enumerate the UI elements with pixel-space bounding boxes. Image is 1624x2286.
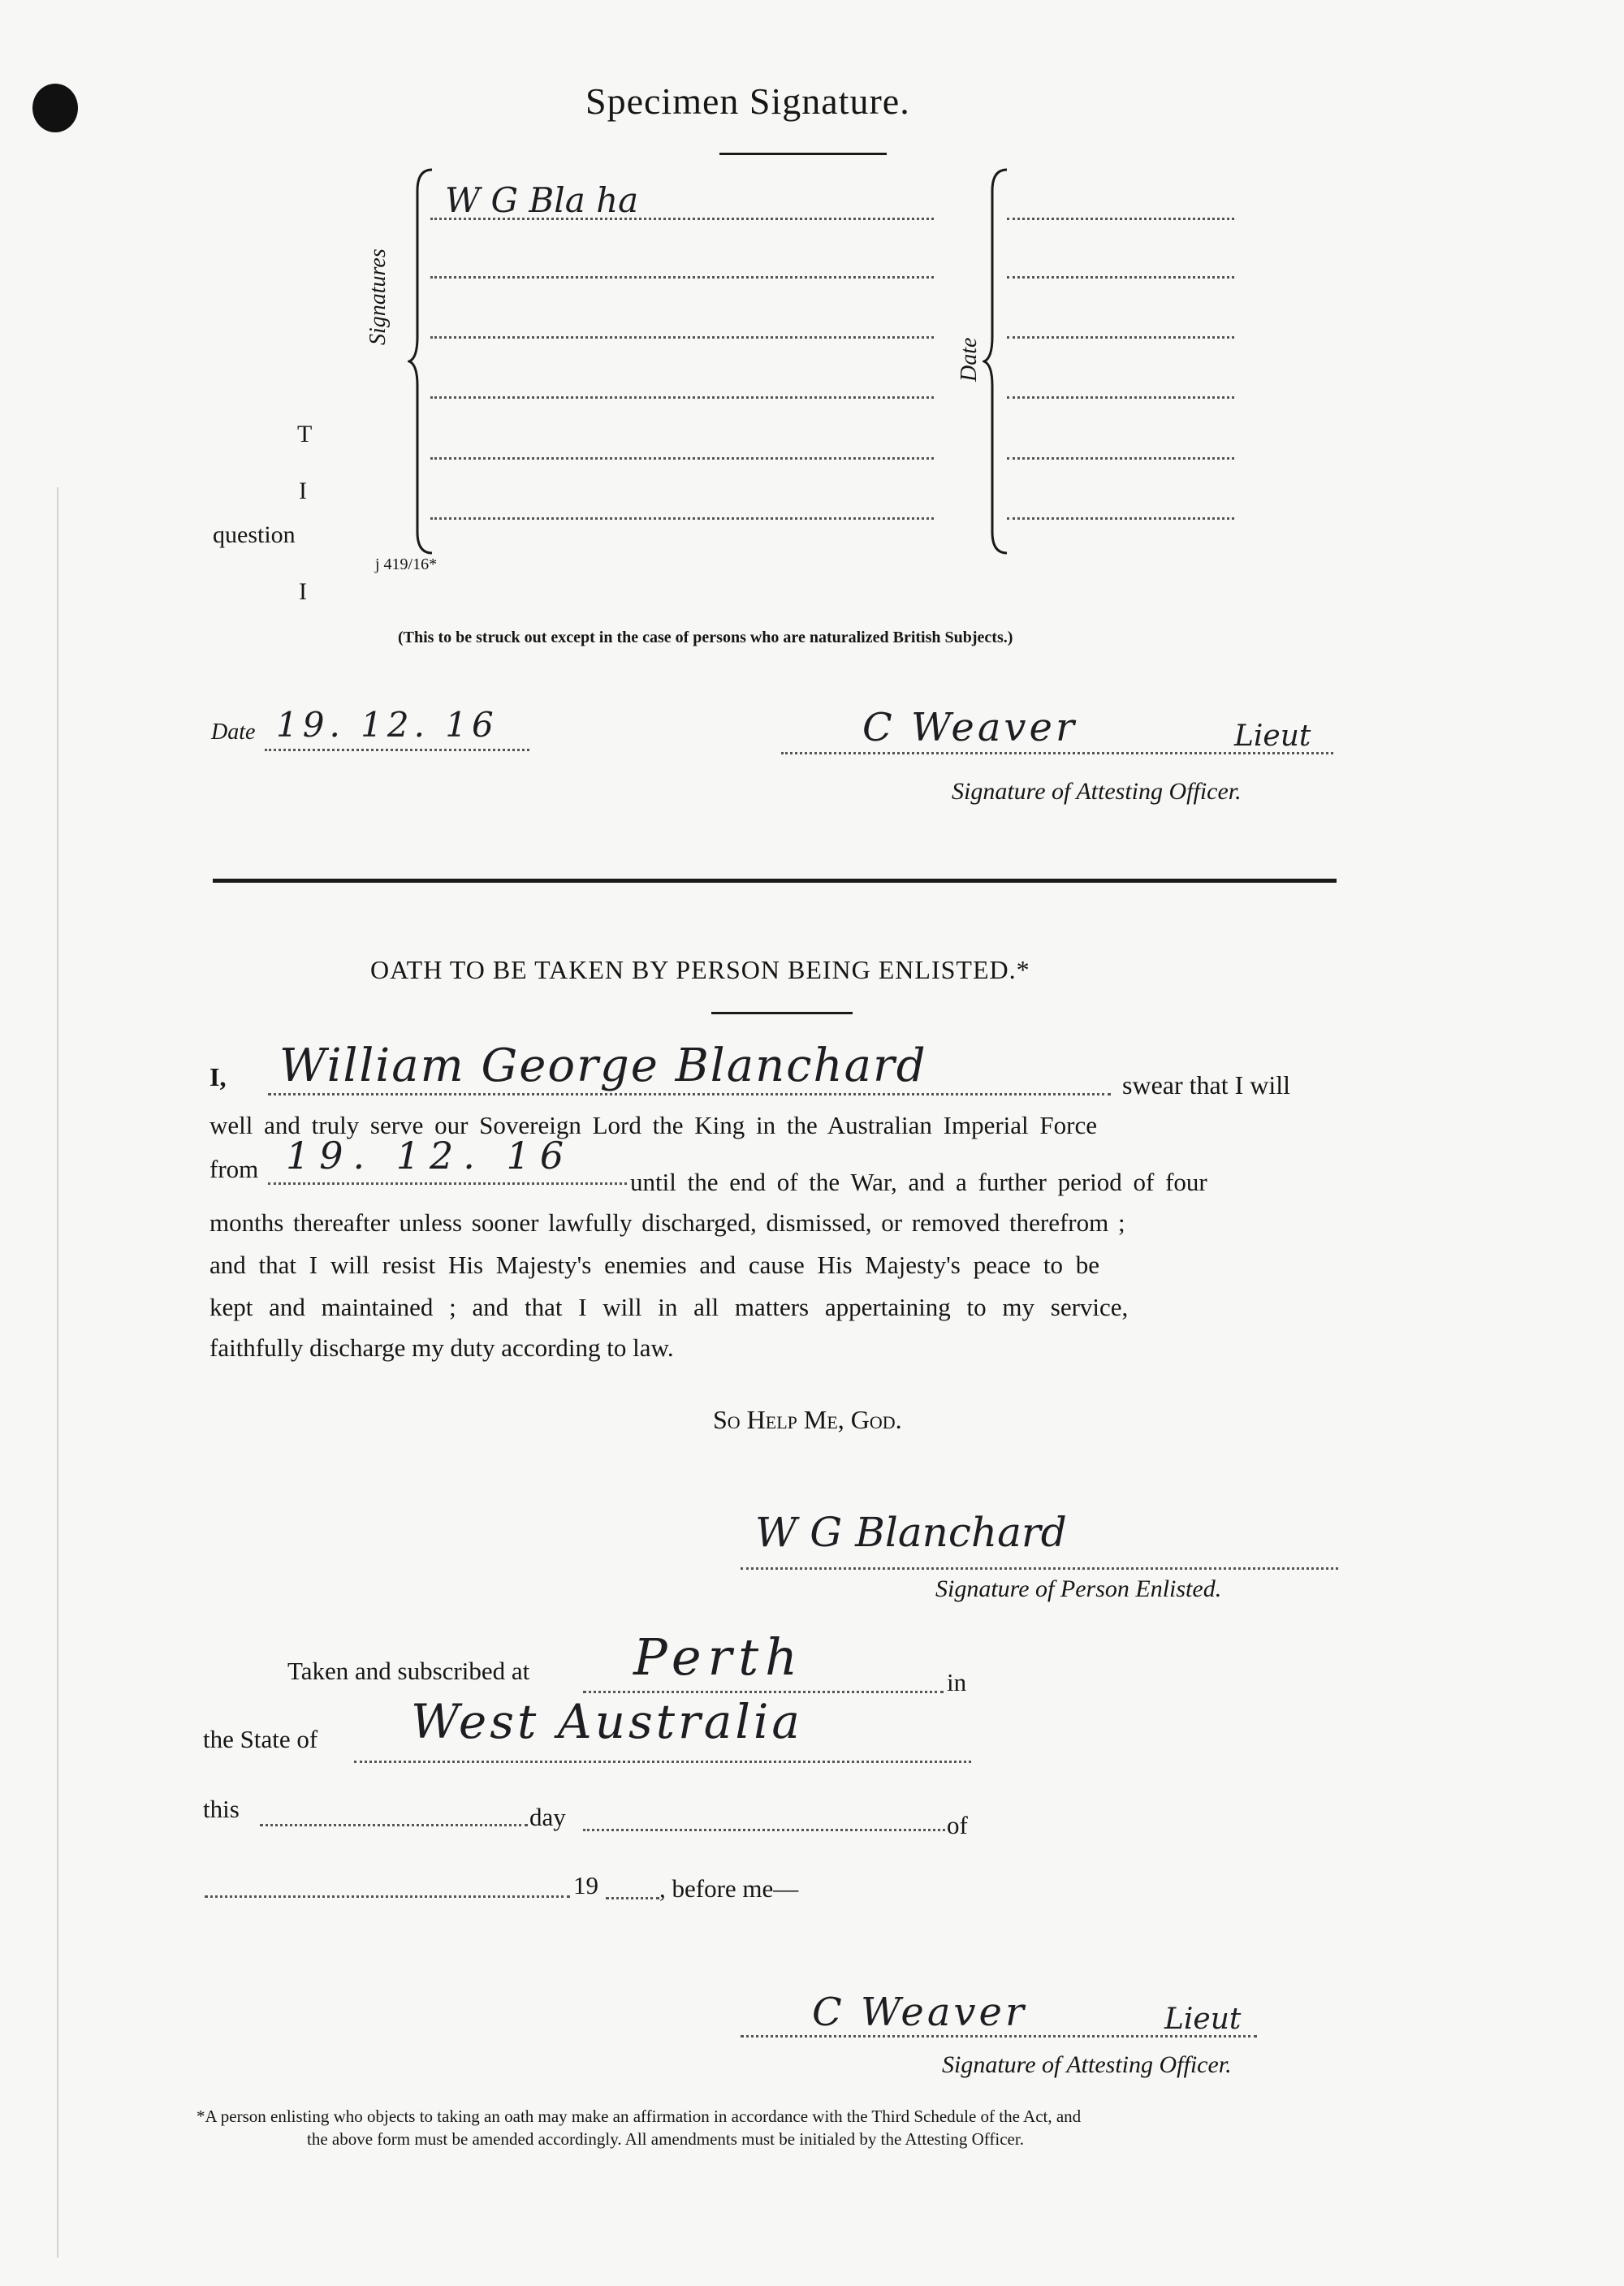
taken-in-label: in [947,1668,967,1696]
specimen-line-3 [430,336,934,339]
form-reference: j 419/16* [375,555,438,573]
specimen-line-5 [430,457,934,460]
oath-line-6: kept and maintained ; and that I will in all matters appertaining to my service, [209,1293,1129,1321]
date-brace [983,166,1012,556]
signatures-label: Signatures [365,248,391,345]
top-officer-line [781,752,1333,754]
top-date-line [265,749,529,751]
page-title: Specimen Signature. [585,80,910,122]
oath-from-line [268,1182,627,1185]
specimen-line-6 [430,517,934,520]
top-officer-signature: C Weaver [862,705,1078,750]
oath-line-4: months thereafter unless sooner lawfully discharged, dismissed, or removed therefrom ; [209,1208,1125,1237]
margin-i-1: I [299,478,307,504]
date-line-6 [1007,517,1234,520]
enlisted-signature-line [741,1567,1338,1570]
oath-line-7: faithfully discharge my duty according to law. [209,1333,674,1362]
date-line-3 [1007,336,1234,339]
specimen-line-1 [430,218,934,220]
date-column-label: Date [957,337,982,382]
page-crease [57,487,58,2258]
specimen-signature-1: W G Bla ha [445,180,639,220]
taken-label: Taken and subscribed at [287,1657,530,1685]
margin-i-2: I [299,578,307,605]
margin-t: T [297,421,313,447]
enlisted-signature-label: Signature of Person Enlisted. [935,1575,1222,1602]
oath-line-3: until the end of the War, and a further period of four [630,1168,1207,1196]
day-line [583,1829,945,1831]
footnote-line-2: the above form must be amended accordingly. All amendments must be initialed by the Attesting Officer. [307,2129,1024,2149]
oath-line-5: and that I will resist His Majesty's enemies and cause His Majesty's peace to be [209,1251,1099,1279]
signatures-brace [408,166,437,556]
top-date-value: 19. 12. 16 [276,705,499,745]
oath-i-label: I, [209,1062,227,1091]
bottom-officer-rank: Lieut [1164,2003,1242,2036]
so-help-me-god: So Help Me, God. [713,1405,902,1434]
oath-name-line [268,1093,1111,1095]
taken-place: Perth [633,1627,805,1687]
oath-heading-rule [711,1012,853,1014]
strike-note: (This to be struck out except in the case of persons who are naturalized British Subjects.) [398,629,1013,646]
year-prefix: 19 [573,1871,598,1899]
margin-question: question [213,521,296,548]
bottom-officer-label: Signature of Attesting Officer. [942,2051,1232,2078]
date-line-4 [1007,396,1234,399]
this-line [260,1824,528,1826]
specimen-line-4 [430,396,934,399]
state-label: the State of [203,1725,318,1753]
taken-place-line [583,1691,944,1693]
year-line [606,1897,659,1899]
oath-from-date: 19. 12. 16 [286,1134,574,1178]
top-date-label: Date [211,720,256,745]
state-value: West Australia [411,1694,804,1749]
oath-line-2: well and truly serve our Sovereign Lord the King in the Australian Imperial Force [209,1111,1097,1139]
date-line-5 [1007,457,1234,460]
specimen-line-2 [430,276,934,279]
top-officer-rank: Lieut [1234,720,1311,753]
bottom-officer-signature: C Weaver [812,1990,1027,2035]
before-me: , before me— [659,1874,799,1903]
punch-hole [32,84,78,132]
footnote-line-1: *A person enlisting who objects to taking an oath may make an affirmation in accordance with the Third Schedule of the Act, and [197,2107,1082,2126]
state-line [354,1761,971,1763]
of-label: of [947,1811,968,1839]
this-label: this [203,1795,240,1823]
oath-name: William George Blanchard [279,1039,927,1092]
oath-from-label: from [209,1155,259,1183]
day-label: day [529,1803,566,1831]
enlisted-signature: W G Blanchard [755,1509,1067,1556]
month-line [205,1895,570,1898]
bottom-officer-line [741,2035,1257,2038]
title-rule [719,153,887,155]
top-officer-label: Signature of Attesting Officer. [952,778,1242,805]
date-line-2 [1007,276,1234,279]
oath-heading: OATH TO BE TAKEN BY PERSON BEING ENLISTED.* [370,955,1030,984]
oath-swear: swear that I will [1122,1070,1291,1100]
date-line-1 [1007,218,1234,220]
section-divider [213,879,1337,883]
